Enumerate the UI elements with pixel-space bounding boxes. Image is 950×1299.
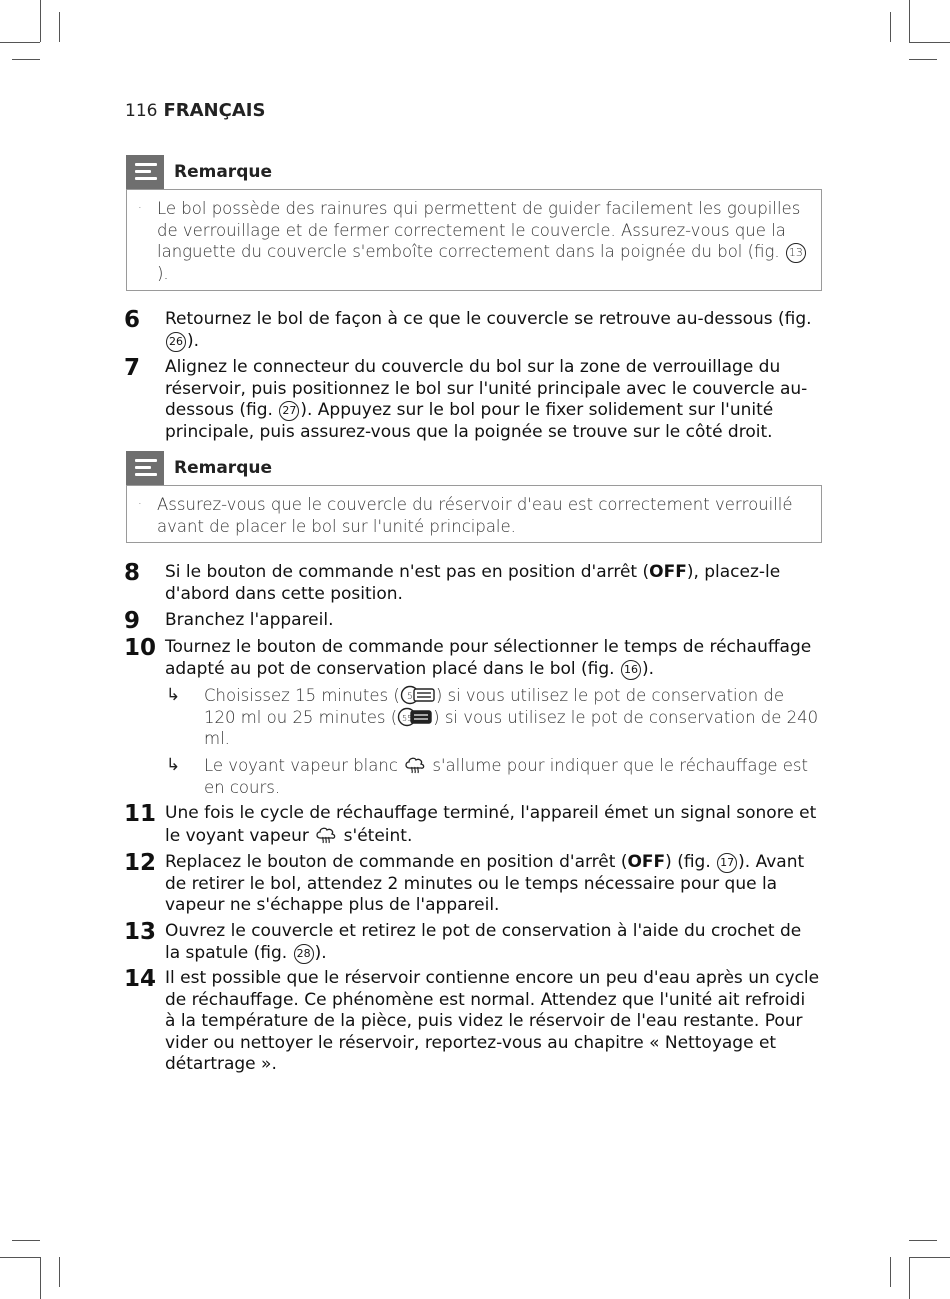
note-label: Remarque bbox=[174, 458, 272, 478]
result-text-part: Le voyant vapeur blanc bbox=[204, 756, 404, 775]
crop-mark bbox=[909, 0, 910, 42]
timer-25-icon bbox=[397, 707, 433, 727]
result-arrow: ↳ bbox=[166, 755, 181, 775]
crop-mark bbox=[909, 59, 937, 60]
result-text bbox=[204, 755, 819, 798]
crop-mark bbox=[59, 12, 60, 42]
crop-mark bbox=[12, 1240, 40, 1241]
step-number: 10 bbox=[124, 635, 157, 661]
step-text-part: s'éteint. bbox=[338, 825, 413, 846]
figure-ref: 13 bbox=[786, 243, 806, 263]
step-number: 6 bbox=[124, 307, 141, 333]
step-number: 9 bbox=[124, 608, 141, 634]
step-text-part: Si le bouton de commande n'est pas en position d'arrêt ( bbox=[165, 562, 650, 582]
note-label: Remarque bbox=[174, 162, 272, 182]
section-language: FRANÇAIS bbox=[163, 100, 266, 121]
crop-mark bbox=[59, 1257, 60, 1287]
step-text-part: ), placez-le d'abord dans cette position. bbox=[165, 562, 781, 604]
page-header bbox=[125, 100, 265, 121]
figure-ref: 28 bbox=[294, 944, 314, 964]
note-box bbox=[126, 189, 822, 291]
svg-text:55: 55 bbox=[402, 713, 413, 723]
off-label: OFF bbox=[627, 852, 666, 872]
step-text-part: Alignez le connecteur du couvercle du bol sur la zone de verrouillage du réservoir, puis positionnez le bol sur l'unité principale avec le couvercle au-dessous (fig. bbox=[165, 357, 808, 420]
note-text: Assurez-vous que le couvercle du réservoir d'eau est correctement verrouillé avant de placer le bol sur l'unité principale. bbox=[157, 495, 793, 536]
crop-mark bbox=[0, 1257, 40, 1258]
step-text bbox=[165, 921, 820, 964]
result-text-part: Choisissez 15 minutes ( bbox=[204, 686, 400, 705]
result-text-part: ) si vous utilisez le pot de conservation de 120 ml ou 25 minutes ( bbox=[204, 686, 785, 727]
step-number: 12 bbox=[124, 850, 157, 876]
note-icon bbox=[126, 155, 164, 189]
crop-mark bbox=[40, 0, 41, 42]
bullet: · bbox=[138, 201, 142, 215]
step-text bbox=[165, 309, 820, 352]
steam-icon bbox=[314, 825, 338, 845]
crop-mark bbox=[909, 1257, 950, 1258]
step-text-part: ). Avant de retirer le bol, attendez 2 minutes ou le temps nécessaire pour que la vapeur ne s'échappe plus de l'appareil. bbox=[165, 852, 805, 915]
step-text bbox=[165, 852, 820, 917]
step-number: 11 bbox=[124, 801, 157, 827]
result-text-part: s'allume pour indiquer que le réchauffage est en cours. bbox=[204, 756, 808, 797]
timer-15-icon bbox=[400, 685, 436, 705]
step-text-part: ). bbox=[314, 942, 327, 963]
crop-mark bbox=[0, 42, 40, 43]
result-arrow: ↳ bbox=[166, 685, 181, 705]
crop-mark bbox=[890, 1257, 891, 1287]
figure-ref: 27 bbox=[279, 401, 299, 421]
svg-text:5: 5 bbox=[406, 692, 413, 702]
note-icon bbox=[126, 451, 164, 485]
note-text: Le bol possède des rainures qui permettent de guider facilement les goupilles de verrouillage et de fermer correctement le couvercle. Assurez-vous que la languette du couvercle s'emboîte correctement dans la poignée du bol (fig. bbox=[157, 199, 801, 261]
result-text bbox=[204, 685, 819, 750]
step-text bbox=[165, 562, 820, 605]
step-number: 8 bbox=[124, 560, 141, 586]
step-number: 13 bbox=[124, 919, 157, 945]
step-text bbox=[165, 637, 820, 680]
step-number: 7 bbox=[124, 355, 141, 381]
crop-mark bbox=[909, 42, 950, 43]
crop-mark bbox=[40, 1257, 41, 1299]
step-text-part: ). bbox=[641, 658, 655, 679]
crop-mark bbox=[890, 12, 891, 42]
note-box bbox=[126, 485, 822, 543]
step-number: 14 bbox=[124, 966, 157, 992]
bullet: · bbox=[138, 497, 142, 511]
figure-ref: 16 bbox=[621, 660, 641, 680]
steam-icon bbox=[403, 755, 427, 775]
note-heading bbox=[126, 155, 272, 189]
page-number: 116 bbox=[125, 101, 158, 121]
figure-ref: 17 bbox=[717, 853, 737, 873]
off-label: OFF bbox=[649, 562, 687, 582]
step-text bbox=[165, 357, 820, 443]
step-text-part: Ouvrez le couvercle et retirez le pot de conservation à l'aide du crochet de la spatule (fig. bbox=[165, 921, 802, 963]
figure-ref: 26 bbox=[166, 332, 186, 352]
step-text-part: Retournez le bol de façon à ce que le couvercle se retrouve au-dessous (fig. bbox=[165, 309, 812, 329]
crop-mark bbox=[12, 59, 40, 60]
step-text-part: ). Appuyez sur le bol pour le fixer solidement sur l'unité principale, puis assurez-vous que la poignée se trouve sur le côté droit. bbox=[165, 400, 774, 442]
crop-mark bbox=[909, 1240, 937, 1241]
step-text-part: Replacez le bouton de commande en position d'arrêt ( bbox=[165, 852, 628, 872]
note-heading bbox=[126, 451, 272, 485]
step-text-part: Une fois le cycle de réchauffage terminé, l'appareil émet un signal sonore et le voyant vapeur bbox=[165, 803, 817, 846]
step-text-part: ). bbox=[187, 330, 200, 351]
result-text-part: ) si vous utilisez le pot de conservation de 240 ml. bbox=[204, 707, 819, 748]
note-text: ). bbox=[157, 264, 169, 283]
step-text: Branchez l'appareil. bbox=[165, 610, 334, 630]
step-text-part: ) (fig. bbox=[665, 852, 717, 872]
step-text bbox=[165, 803, 820, 847]
step-text-part: Tournez le bouton de commande pour sélectionner le temps de réchauffage adapté au pot de conservation placé dans le bol (fig. bbox=[165, 637, 812, 679]
step-text: Il est possible que le réservoir contienne encore un peu d'eau après un cycle de réchauffage. Ce phénomène est normal. Attendez que l'unité ait refroidi à la température de la pièce, puis videz le réservoir de l'eau restante. Pour vider ou nettoyer le réservoir, reportez-vous au chapitre « Nettoyage et détartrage ». bbox=[165, 968, 820, 1074]
crop-mark bbox=[909, 1257, 910, 1299]
